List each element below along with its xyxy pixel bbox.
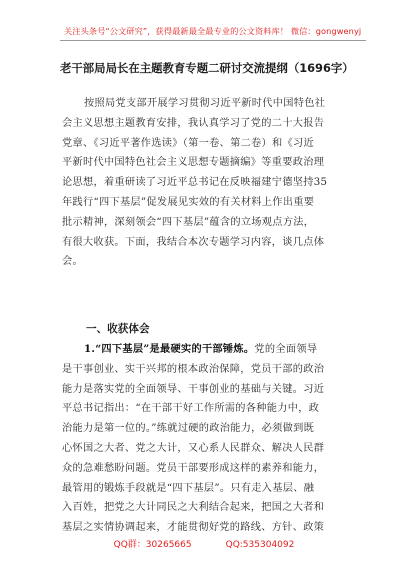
text-line: 能力是落实党的全面领导、干事创业的基础与关键。习近 [62,383,325,395]
footer-qq: QQ:535304092 [225,540,295,550]
text-line: 最管用的锻炼手段就是“四下基层”。只有走入基层、融 [62,482,315,494]
text-line: 入百姓，把党之大计同民之大利结合起来，把国之大者和 [62,502,325,514]
text-line: 是干事创业、实干兴邦的根本政治保障，党员干部的政治 [62,363,325,375]
text-line: 年践行“四下基层”促发展见实效的有关材料上作出重要 [62,196,315,208]
text-line: 会主义思想主题教育安排，我认真学习了党的二十大报告 [62,117,325,129]
point-1-lead: 1.“四下基层”是最硬实的干部锤炼。 [84,343,255,355]
text-line: 会。 [62,256,83,268]
text-line: 平新时代中国特色社会主义思想专题摘编》等重要政治理 [62,157,325,169]
text-line: 论思想，着重研读了习近平总书记在反映福建宁德坚持35 [62,177,328,189]
text-line: 有很大收获。下面，我结合本次专题学习内容，谈几点体 [62,236,325,248]
header-banner: 关注头条号“公文研究”，获得最新最全最专业的公文资料库！ 微信：gongwenyj [64,26,362,36]
header-divider [60,40,366,41]
text-line: 治能力是第一位的。”练就过硬的政治能力，必须做到既 [62,423,315,435]
point-1-paragraph [62,340,358,538]
text-line: 批示精神，深刻领会“四下基层”蕴含的立场观点方法， [62,216,315,228]
text-line: 党章、《习近平著作选读》（第一卷、第二卷）和《习近 [62,137,314,149]
text-line: 心怀国之大者、党之大计，又心系人民群众、解决人民群 [62,442,325,454]
footer [0,537,408,550]
text-line: 基层之实情协调起来，才能贯彻好党的路线、方针、政策 [62,522,325,534]
document-title: 老干部局局长在主题教育专题二研讨交流提纲（1696字） [60,61,354,75]
text-line: 众的急难愁盼问题。党员干部要形成这样的素养和能力， [62,462,325,474]
section-heading: 一、收获体会 [86,323,150,335]
intro-paragraph [62,94,358,272]
footer-qq-group: QQ群：30265665 [113,540,192,550]
text-line: 平总书记指出：“在干部干好工作所需的各种能力中，政 [62,403,320,415]
text-line: 按照局党支部开展学习贯彻习近平新时代中国特色社 [84,98,326,109]
point-1-lead-rest: 党的全面领导 [254,344,318,355]
text-line [62,340,358,360]
